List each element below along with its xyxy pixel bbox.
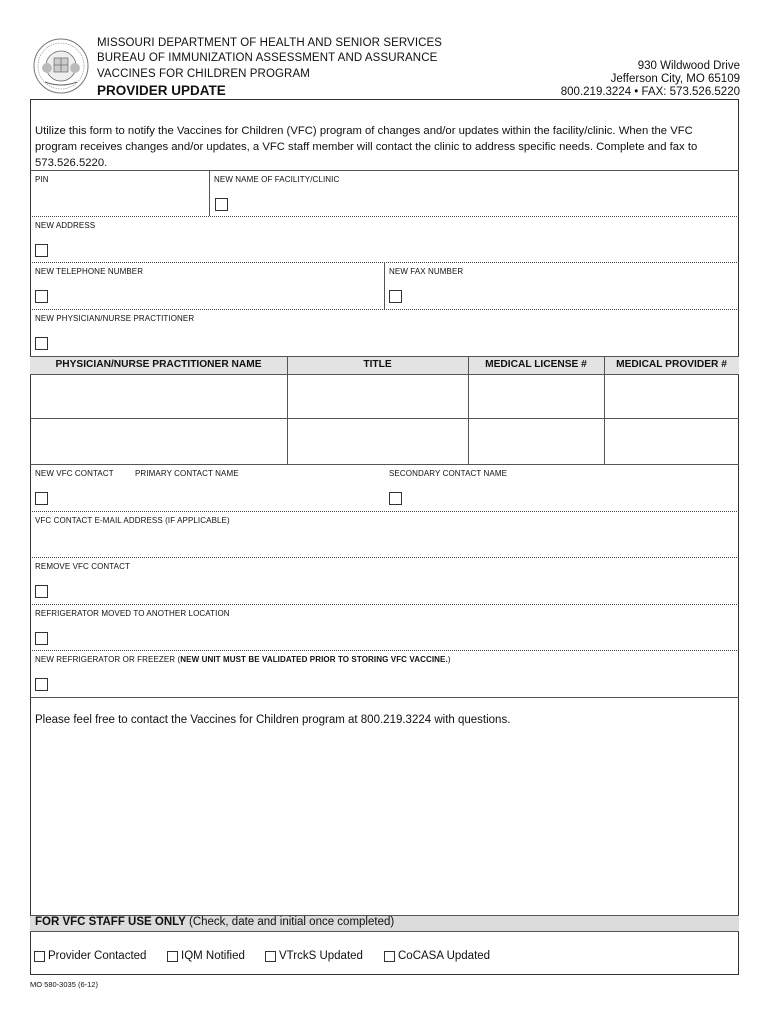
new-address-label: NEW ADDRESS [35, 221, 96, 230]
vtrcks-updated-label: VTrckS Updated [279, 950, 363, 962]
vtrcks-updated-checkbox[interactable] [265, 950, 363, 962]
divider [30, 557, 739, 558]
secondary-contact-checkbox[interactable] [389, 492, 402, 505]
column-header-title: TITLE [363, 359, 392, 370]
iqm-notified-checkbox[interactable] [167, 950, 245, 962]
contact-email-field[interactable] [35, 528, 729, 556]
address-city: Jefferson City, MO 65109 [610, 73, 740, 85]
new-telephone-checkbox[interactable] [35, 290, 48, 303]
form-title: PROVIDER UPDATE [97, 83, 226, 98]
new-facility-name-label: NEW NAME OF FACILITY/CLINIC [214, 175, 340, 184]
staff-use-title-bold: FOR VFC STAFF USE ONLY [35, 916, 186, 928]
intro-text: Utilize this form to notify the Vaccines for Children (VFC) program of changes and/or updates within the facility/clinic. When the VFC program receives changes and/or updates, a VFC staff member will contact the clinic to address specific needs. Complete and fax to 573.526.5220. [35, 125, 698, 169]
primary-contact-label: PRIMARY CONTACT NAME [135, 469, 239, 478]
column-header-provider: MEDICAL PROVIDER # [616, 359, 727, 370]
table-cell-license-1[interactable] [469, 375, 603, 418]
new-facility-name-checkbox[interactable] [215, 198, 228, 211]
phone-fax: 800.219.3224 • FAX: 573.526.5220 [560, 86, 740, 98]
checkbox-square[interactable] [167, 951, 178, 962]
table-cell-title-1[interactable] [288, 375, 467, 418]
table-cell-provider-2[interactable] [605, 419, 738, 463]
divider [30, 931, 739, 932]
cocasa-updated-checkbox[interactable] [384, 950, 490, 962]
remove-contact-checkbox[interactable] [35, 585, 48, 598]
new-fridge-checkbox[interactable] [35, 678, 48, 691]
new-vfc-contact-label: NEW VFC CONTACT [35, 469, 114, 478]
provider-contacted-checkbox[interactable] [34, 950, 146, 962]
divider [30, 650, 739, 651]
table-cell-title-2[interactable] [288, 419, 467, 463]
new-physician-label: NEW PHYSICIAN/NURSE PRACTITIONER [35, 314, 195, 323]
new-fridge-warning: NEW UNIT MUST BE VALIDATED PRIOR TO STORING VFC VACCINE. [180, 655, 448, 664]
secondary-contact-label: SECONDARY CONTACT NAME [389, 469, 508, 478]
cocasa-updated-label: CoCASA Updated [398, 950, 491, 962]
divider [30, 697, 739, 698]
new-fax-label: NEW FAX NUMBER [389, 267, 464, 276]
new-telephone-label: NEW TELEPHONE NUMBER [35, 267, 144, 276]
new-fax-checkbox[interactable] [389, 290, 402, 303]
contact-note: Please feel free to contact the Vaccines for Children program at 800.219.3224 with questions. [35, 714, 511, 726]
primary-contact-checkbox[interactable] [35, 492, 48, 505]
contact-email-label: VFC CONTACT E-MAIL ADDRESS (IF APPLICABLE) [35, 516, 230, 525]
state-seal-logo [33, 38, 89, 94]
new-fridge-label-text: NEW REFRIGERATOR OR FREEZER ( [35, 655, 181, 664]
divider [30, 604, 739, 605]
program-name: VACCINES FOR CHILDREN PROGRAM [97, 68, 310, 80]
form-number: MO 580-3035 (6-12) [30, 980, 98, 989]
checkbox-square[interactable] [265, 951, 276, 962]
notes-area[interactable] [35, 735, 734, 911]
table-cell-license-2[interactable] [469, 419, 603, 463]
address-street: 930 Wildwood Drive [637, 60, 740, 72]
table-cell-name-2[interactable] [31, 419, 286, 463]
pin-field[interactable] [35, 186, 209, 214]
pin-label: PIN [35, 175, 49, 184]
new-fridge-label-end: ) [447, 655, 451, 664]
remove-contact-label: REMOVE VFC CONTACT [35, 562, 130, 571]
table-cell-provider-1[interactable] [605, 375, 738, 418]
fridge-moved-checkbox[interactable] [35, 632, 48, 645]
divider [384, 262, 385, 309]
divider [30, 464, 739, 465]
column-header-name: PHYSICIAN/NURSE PRACTITIONER NAME [55, 359, 262, 370]
new-physician-checkbox[interactable] [35, 337, 48, 350]
divider [30, 216, 739, 217]
fridge-moved-label: REFRIGERATOR MOVED TO ANOTHER LOCATION [35, 609, 230, 618]
divider [30, 309, 739, 310]
department-name: MISSOURI DEPARTMENT OF HEALTH AND SENIOR SERVICES [97, 37, 443, 49]
checkbox-square[interactable] [384, 951, 395, 962]
divider [209, 170, 210, 216]
new-fridge-label [35, 655, 451, 664]
staff-use-title-note: (Check, date and initial once completed) [185, 916, 395, 928]
new-address-checkbox[interactable] [35, 244, 48, 257]
bureau-name: BUREAU OF IMMUNIZATION ASSESSMENT AND ASSURANCE [97, 52, 438, 64]
table-cell-name-1[interactable] [31, 375, 286, 418]
divider [30, 170, 739, 171]
provider-contacted-label: Provider Contacted [48, 950, 147, 962]
checkbox-square[interactable] [34, 951, 45, 962]
divider [30, 511, 739, 512]
staff-use-title [35, 916, 394, 928]
iqm-notified-label: IQM Notified [181, 950, 245, 962]
column-header-license: MEDICAL LICENSE # [485, 359, 587, 370]
